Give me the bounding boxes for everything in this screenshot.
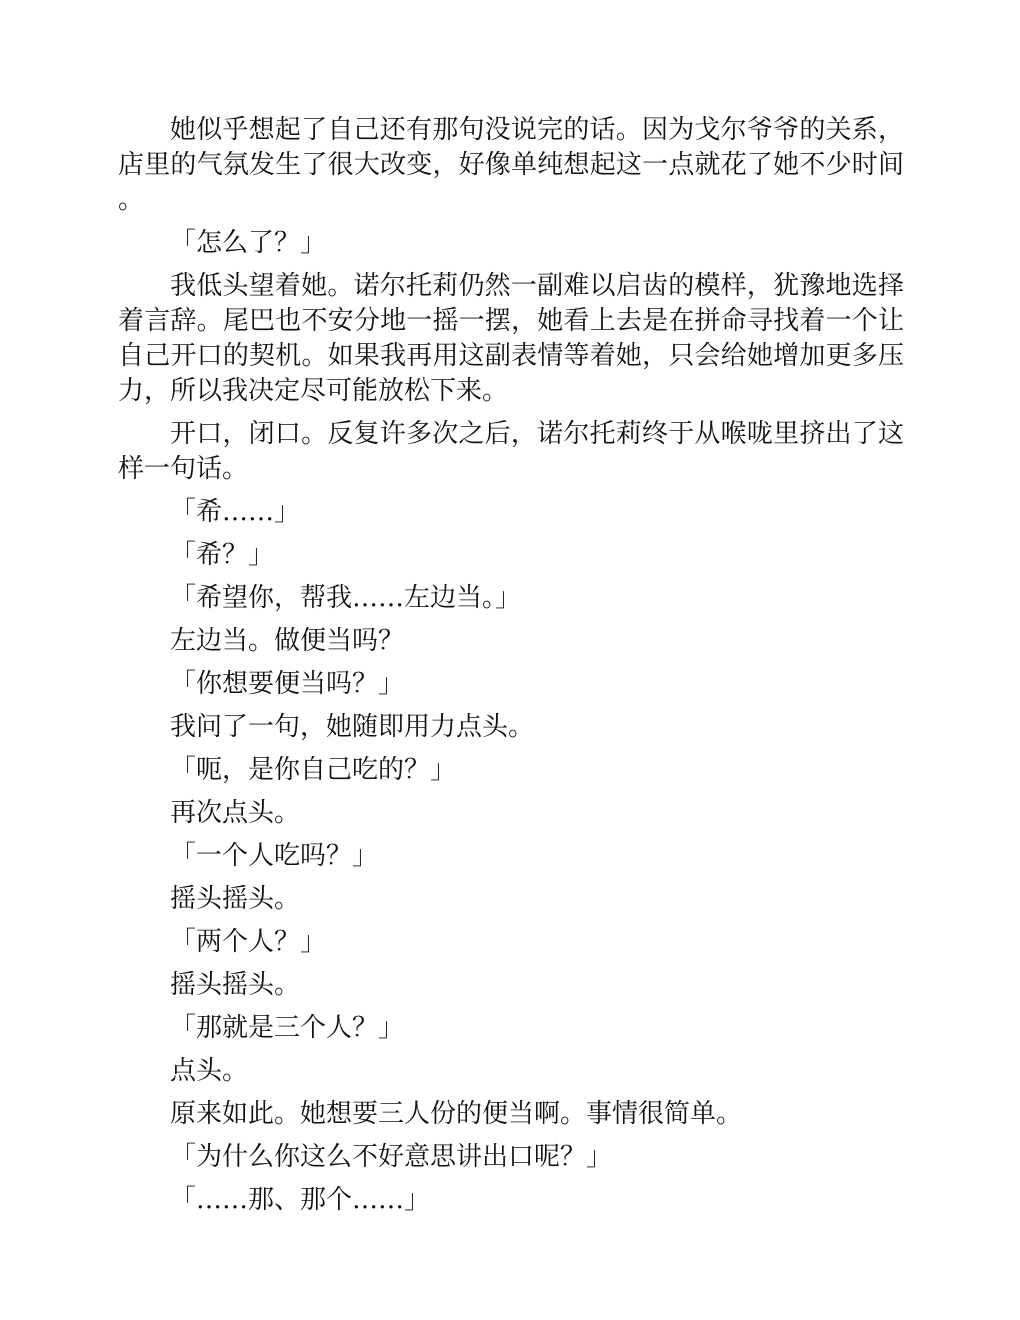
narration-line: 摇头摇头。	[170, 884, 301, 914]
narration-line: 左边当。做便当吗？	[170, 626, 405, 656]
dialogue-line: 「两个人？」	[170, 927, 327, 957]
narration-line: 再次点头。	[170, 798, 301, 828]
dialogue-line: 「那就是三个人？」	[170, 1013, 405, 1043]
narration-line: 我问了一句，她随即用力点头。	[170, 712, 535, 742]
dialogue-line: 「希？」	[170, 540, 275, 570]
narration-line: 点头。	[170, 1056, 249, 1086]
dialogue-line: 「希……」	[170, 497, 301, 527]
body-text	[118, 113, 904, 1226]
dialogue-line: 「呃，是你自己吃的？」	[170, 755, 457, 785]
dialogue-line: 「为什么你这么不好意思讲出口呢？」	[170, 1142, 613, 1172]
paragraph: 我低头望着她。诺尔托莉仍然一副难以启齿的模样，犹豫地选择着言辞。尾巴也不安分地一摇一摆，她看上去是在拼命寻找着一个让自己开口的契机。如果我再用这副表情等着她，只会给她增加更多压力，所以我决定尽可能放松下来。	[118, 271, 904, 406]
narration-line: 原来如此。她想要三人份的便当啊。事情很简单。	[170, 1099, 743, 1129]
dialogue-line: 「你想要便当吗？」	[170, 669, 405, 699]
dialogue-line: 「……那、那个……」	[170, 1185, 431, 1215]
paragraph: 开口，闭口。反复许多次之后，诺尔托莉终于从喉咙里挤出了这样一句话。	[118, 419, 904, 484]
dialogue-line: 「希望你，帮我……左边当。」	[170, 583, 522, 613]
narration-line: 摇头摇头。	[170, 970, 301, 1000]
dialogue-line: 「一个人吃吗？」	[170, 841, 379, 871]
dialogue-line: 「怎么了？」	[170, 228, 327, 258]
paragraph: 她似乎想起了自己还有那句没说完的话。因为戈尔爷爷的关系，店里的气氛发生了很大改变，好像单纯想起这一点就花了她不少时间。	[118, 115, 904, 215]
